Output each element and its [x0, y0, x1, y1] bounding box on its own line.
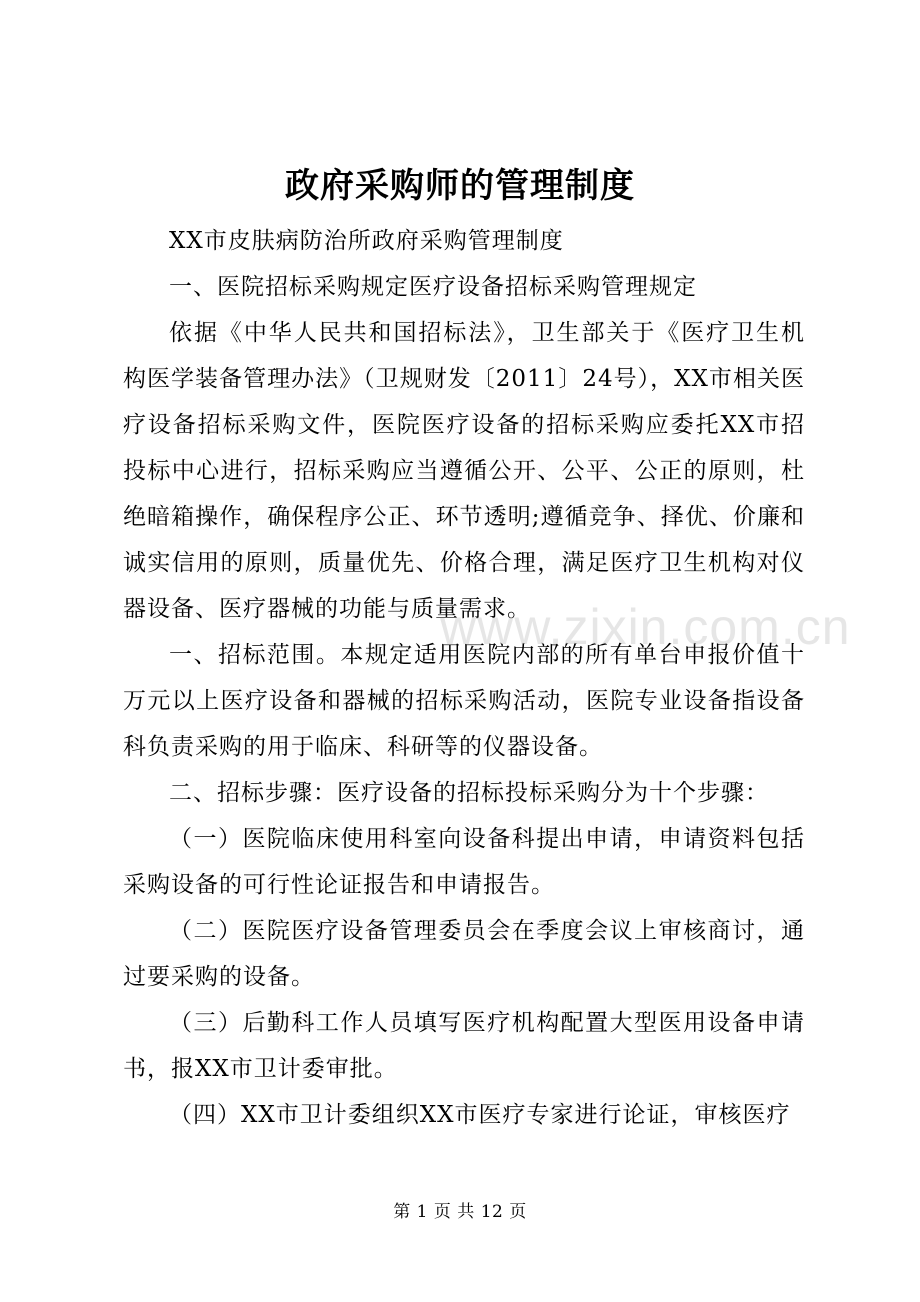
document-body	[123, 218, 805, 1138]
paragraph-9: （四）XX市卫计委组织XX市医疗专家进行论证，审核医疗	[169, 1102, 791, 1128]
paragraph-5: 二、招标步骤：医疗设备的招标投标采购分为十个步骤：	[169, 780, 769, 806]
paragraph-6: （一）医院临床使用科室向设备科提出申请，申请资料包括采购设备的可行性论证报告和申请报告。	[123, 826, 805, 898]
paragraph-4: 一、招标范围。本规定适用医院内部的所有单台申报价值十万元以上医疗设备和器械的招标采购活动，医院专业设备指设备科负责采购的用于临床、科研等的仪器设备。	[123, 642, 805, 760]
page-title: 政府采购师的管理制度	[285, 166, 635, 206]
paragraph-8: （三）后勤科工作人员填写医疗机构配置大型医用设备申请书，报XX市卫计委审批。	[123, 1010, 805, 1082]
paragraph-2: 一、医院招标采购规定医疗设备招标采购管理规定	[169, 274, 697, 300]
paragraph-7: （二）医院医疗设备管理委员会在季度会议上审核商讨，通过要采购的设备。	[123, 918, 805, 990]
page-footer: 第 1 页 共 12 页	[393, 1202, 527, 1222]
paragraph-3: 依据《中华人民共和国招标法》，卫生部关于《医疗卫生机构医学装备管理办法》（卫规财发〔2011〕24号），XX市相关医疗设备招标采购文件，医院医疗设备的招标采购应委托XX市招投标中心进行，招标采购应当遵循公开、公平、公正的原则，杜绝暗箱操作，确保程序公正、环节透明;遵循竞争、择优、价廉和诚实信用的原则，质量优先、价格合理，满足医疗卫生机构对仪器设备、医疗器械的功能与质量需求。	[123, 320, 805, 622]
watermark: www.zixin.com.cn	[440, 599, 851, 655]
paragraph-1: XX市皮肤病防治所政府采购管理制度	[169, 228, 564, 254]
